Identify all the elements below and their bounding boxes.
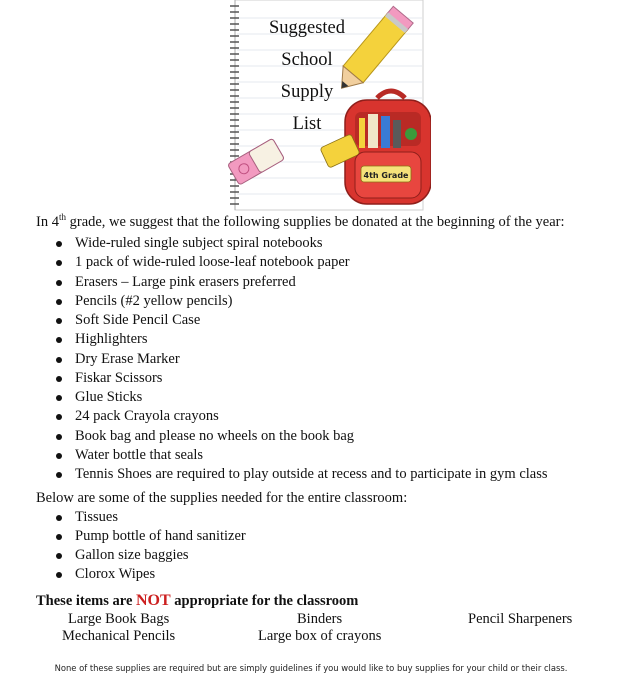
list-item: 1 pack of wide-ruled loose-leaf notebook paper [54,253,548,272]
not-appropriate-item: Binders [297,611,343,627]
list-item: Tissues [54,508,246,527]
list-item: Clorox Wipes [54,565,246,584]
not-appropriate-item: Pencil Sharpeners [468,611,573,627]
list-item: Pencils (#2 yellow pencils) [54,292,548,311]
list-item: Erasers – Large pink erasers preferred [54,273,548,292]
list-item: Wide-ruled single subject spiral notebooks [54,234,548,253]
student-supply-list [54,234,548,484]
title-block [267,12,347,140]
list-item: Book bag and please no wheels on the book bag [54,427,548,446]
list-item: Soft Side Pencil Case [54,311,548,330]
not-appropriate-heading: These items are NOT appropriate for the classroom [36,592,359,609]
footer-note: None of these supplies are required but are simply guidelines if you would like to buy supplies for your child or their class. [54,663,568,673]
header-illustration [227,0,431,212]
not-emphasis: NOT [136,592,171,609]
intro-text: In 4th grade, we suggest that the following supplies be donated at the beginning of the year: [36,212,565,230]
classroom-supply-list [54,508,246,584]
list-item: Tennis Shoes are required to play outside at recess and to participate in gym class [54,465,548,484]
list-item: Glue Sticks [54,388,548,407]
not-appropriate-item: Large Book Bags [68,611,170,627]
list-item: Dry Erase Marker [54,350,548,369]
title-line: Supply [280,82,334,102]
list-item: 24 pack Crayola crayons [54,407,548,426]
not-appropriate-item: Mechanical Pencils [62,628,176,644]
title-line: Suggested [268,18,346,38]
title-line: School [281,50,333,70]
list-item: Gallon size baggies [54,546,246,565]
list-item: Fiskar Scissors [54,369,548,388]
title-line: List [292,114,322,134]
not-appropriate-item: Large box of crayons [258,628,382,644]
list-item: Pump bottle of hand sanitizer [54,527,246,546]
list-item: Highlighters [54,330,548,349]
list-item: Water bottle that seals [54,446,548,465]
classroom-intro: Below are some of the supplies needed for the entire classroom: [36,490,408,506]
backpack-label: 4th Grade [363,171,409,180]
